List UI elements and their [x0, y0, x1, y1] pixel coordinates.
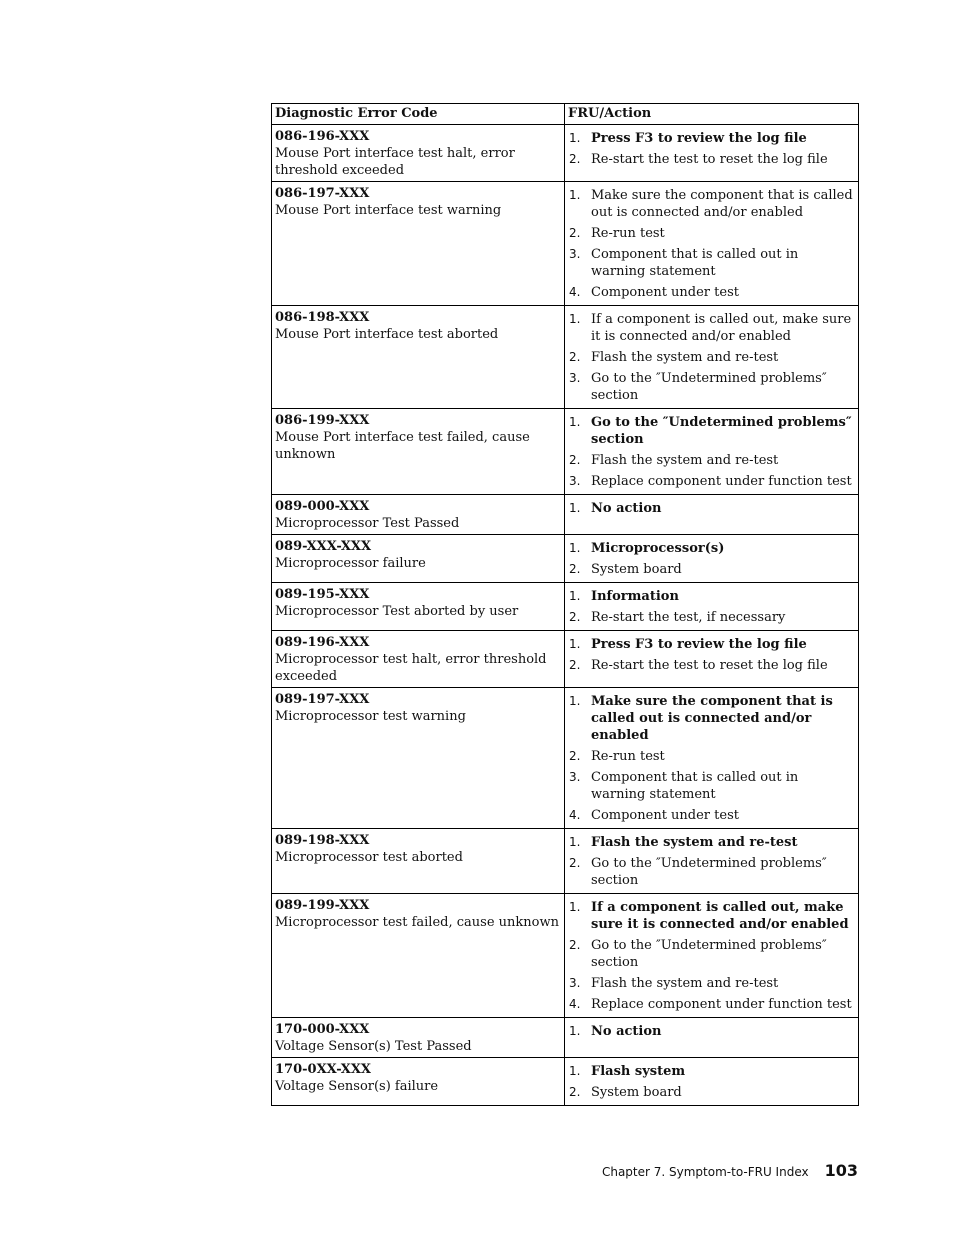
action-number: 2.	[569, 350, 581, 364]
action-text: Go to the ″Undetermined problems″ section	[591, 371, 827, 403]
action-item	[569, 807, 856, 824]
error-code-cell	[272, 125, 565, 182]
action-item	[569, 937, 856, 971]
action-number: 2.	[569, 152, 581, 166]
error-code-cell	[272, 1058, 565, 1106]
error-code: 086-198-XXX	[275, 310, 370, 325]
action-item	[569, 311, 856, 345]
fru-action-cell	[565, 125, 859, 182]
error-code-cell	[272, 583, 565, 631]
action-text: Component that is called out in warning statement	[591, 247, 799, 279]
table-body	[272, 125, 859, 1106]
action-text: If a component is called out, make sure it is connected and/or enabled	[591, 312, 852, 344]
action-text: System board	[591, 562, 682, 577]
action-text: Flash system	[591, 1064, 686, 1079]
fru-action-cell	[565, 535, 859, 583]
table-row	[272, 409, 859, 495]
action-number: 1.	[569, 415, 581, 429]
action-text: Component under test	[591, 808, 739, 823]
error-code-cell	[272, 688, 565, 829]
error-code-cell	[272, 409, 565, 495]
fru-action-cell	[565, 306, 859, 409]
error-code: 086-197-XXX	[275, 186, 370, 201]
action-text: Go to the ″Undetermined problems″ section	[591, 938, 827, 970]
error-description: Microprocessor test aborted	[275, 850, 463, 865]
error-code: 089-197-XXX	[275, 692, 370, 707]
fru-action-cell	[565, 583, 859, 631]
action-number: 2.	[569, 658, 581, 672]
table-row	[272, 1058, 859, 1106]
fru-action-cell	[565, 688, 859, 829]
table-row	[272, 829, 859, 894]
action-text: Replace component under function test	[591, 474, 852, 489]
error-description: Mouse Port interface test halt, error threshold exceeded	[275, 146, 515, 178]
table-row	[272, 1018, 859, 1058]
fru-action-cell	[565, 1058, 859, 1106]
table-row	[272, 535, 859, 583]
table-row	[272, 125, 859, 182]
action-item	[569, 225, 856, 242]
error-code: 089-199-XXX	[275, 898, 370, 913]
action-number: 4.	[569, 808, 581, 822]
action-item	[569, 1023, 856, 1040]
table-header-row	[272, 104, 859, 125]
fru-action-cell	[565, 182, 859, 306]
action-text: Replace component under function test	[591, 997, 852, 1012]
action-number: 3.	[569, 474, 581, 488]
action-text: Re-start the test, if necessary	[591, 610, 786, 625]
action-item	[569, 452, 856, 469]
action-item	[569, 561, 856, 578]
error-code: 170-000-XXX	[275, 1022, 370, 1037]
action-number: 2.	[569, 938, 581, 952]
action-text: Make sure the component that is called out is connected and/or enabled	[591, 694, 833, 743]
action-text: If a component is called out, make sure it is connected and/or enabled	[591, 900, 849, 932]
action-item	[569, 609, 856, 626]
error-code: 089-196-XXX	[275, 635, 370, 650]
table-row	[272, 182, 859, 306]
action-number: 1.	[569, 188, 581, 202]
page-footer	[602, 1161, 858, 1180]
action-text: Go to the ″Undetermined problems″ section	[591, 856, 827, 888]
error-code-cell	[272, 306, 565, 409]
action-number: 2.	[569, 562, 581, 576]
action-item	[569, 975, 856, 992]
action-number: 2.	[569, 226, 581, 240]
fru-action-cell	[565, 495, 859, 535]
action-number: 1.	[569, 131, 581, 145]
action-text: Flash the system and re-test	[591, 835, 798, 850]
error-code-cell	[272, 1018, 565, 1058]
action-item	[569, 151, 856, 168]
error-code: 089-195-XXX	[275, 587, 370, 602]
action-number: 3.	[569, 770, 581, 784]
action-text: Component that is called out in warning statement	[591, 770, 799, 802]
action-text: Go to the ″Undetermined problems″ section	[591, 415, 852, 447]
error-code-cell	[272, 894, 565, 1018]
error-description: Microprocessor test halt, error threshold exceeded	[275, 652, 547, 684]
action-number: 3.	[569, 371, 581, 385]
action-item	[569, 748, 856, 765]
action-number: 1.	[569, 637, 581, 651]
action-text: Press F3 to review the log file	[591, 131, 807, 146]
action-text: No action	[591, 501, 662, 516]
action-number: 1.	[569, 312, 581, 326]
action-number: 1.	[569, 541, 581, 555]
action-text: Press F3 to review the log file	[591, 637, 807, 652]
action-number: 1.	[569, 501, 581, 515]
fru-action-cell	[565, 894, 859, 1018]
error-code-cell	[272, 631, 565, 688]
table-row	[272, 583, 859, 631]
action-number: 3.	[569, 976, 581, 990]
action-text: Component under test	[591, 285, 739, 300]
table-row	[272, 631, 859, 688]
error-code: 086-199-XXX	[275, 413, 370, 428]
action-text: Re-run test	[591, 749, 665, 764]
error-code-cell	[272, 495, 565, 535]
action-item	[569, 414, 856, 448]
chapter-title: Chapter 7. Symptom-to-FRU Index	[601, 1165, 809, 1179]
table-row	[272, 688, 859, 829]
error-code: 170-0XX-XXX	[275, 1062, 371, 1077]
action-item	[569, 500, 856, 517]
action-item	[569, 1063, 856, 1080]
action-number: 1.	[569, 1064, 581, 1078]
error-description: Microprocessor Test aborted by user	[275, 604, 519, 619]
action-number: 1.	[569, 1024, 581, 1038]
page-number: 103	[824, 1161, 858, 1180]
error-code: 089-198-XXX	[275, 833, 370, 848]
action-item	[569, 588, 856, 605]
fru-table	[271, 103, 859, 1106]
error-description: Microprocessor test failed, cause unknown	[275, 915, 559, 930]
error-description: Mouse Port interface test failed, cause unknown	[275, 430, 530, 462]
fru-action-cell	[565, 631, 859, 688]
action-text: Flash the system and re-test	[591, 453, 779, 468]
action-item	[569, 693, 856, 744]
action-item	[569, 657, 856, 674]
action-text: Flash the system and re-test	[591, 976, 779, 991]
error-description: Mouse Port interface test aborted	[275, 327, 499, 342]
fru-action-cell	[565, 409, 859, 495]
action-item	[569, 130, 856, 147]
header-fru-action: FRU/Action	[565, 104, 859, 125]
error-description: Voltage Sensor(s) Test Passed	[275, 1039, 472, 1054]
error-code: 086-196-XXX	[275, 129, 370, 144]
table-row	[272, 894, 859, 1018]
action-item	[569, 636, 856, 653]
action-number: 2.	[569, 749, 581, 763]
action-number: 1.	[569, 589, 581, 603]
action-item	[569, 996, 856, 1013]
action-number: 4.	[569, 997, 581, 1011]
table-row	[272, 495, 859, 535]
action-item	[569, 1084, 856, 1101]
error-code: 089-XXX-XXX	[275, 539, 372, 554]
action-item	[569, 246, 856, 280]
action-text: Flash the system and re-test	[591, 350, 779, 365]
action-text: Make sure the component that is called out is connected and/or enabled	[591, 188, 853, 220]
action-number: 2.	[569, 610, 581, 624]
action-item	[569, 899, 856, 933]
error-description: Microprocessor test warning	[275, 709, 466, 724]
error-description: Mouse Port interface test warning	[275, 203, 502, 218]
header-diagnostic-error-code: Diagnostic Error Code	[272, 104, 565, 125]
action-item	[569, 855, 856, 889]
action-item	[569, 349, 856, 366]
action-item	[569, 540, 856, 557]
action-item	[569, 473, 856, 490]
error-description: Microprocessor Test Passed	[275, 516, 460, 531]
error-description: Voltage Sensor(s) failure	[275, 1079, 439, 1094]
action-text: Re-run test	[591, 226, 665, 241]
action-text: Re-start the test to reset the log file	[591, 658, 828, 673]
action-item	[569, 370, 856, 404]
action-item	[569, 284, 856, 301]
action-number: 2.	[569, 856, 581, 870]
action-number: 1.	[569, 900, 581, 914]
action-text: No action	[591, 1024, 662, 1039]
action-number: 1.	[569, 835, 581, 849]
action-number: 1.	[569, 694, 581, 708]
action-text: Microprocessor(s)	[591, 541, 725, 556]
action-number: 3.	[569, 247, 581, 261]
action-number: 2.	[569, 1085, 581, 1099]
error-code: 089-000-XXX	[275, 499, 370, 514]
fru-action-cell	[565, 829, 859, 894]
action-item	[569, 769, 856, 803]
action-number: 4.	[569, 285, 581, 299]
action-item	[569, 187, 856, 221]
fru-action-cell	[565, 1018, 859, 1058]
error-description: Microprocessor failure	[275, 556, 426, 571]
error-code-cell	[272, 829, 565, 894]
error-code-cell	[272, 535, 565, 583]
action-text: Information	[591, 589, 679, 604]
action-text: Re-start the test to reset the log file	[591, 152, 828, 167]
table-row	[272, 306, 859, 409]
action-item	[569, 834, 856, 851]
action-text: System board	[591, 1085, 682, 1100]
error-code-cell	[272, 182, 565, 306]
action-number: 2.	[569, 453, 581, 467]
